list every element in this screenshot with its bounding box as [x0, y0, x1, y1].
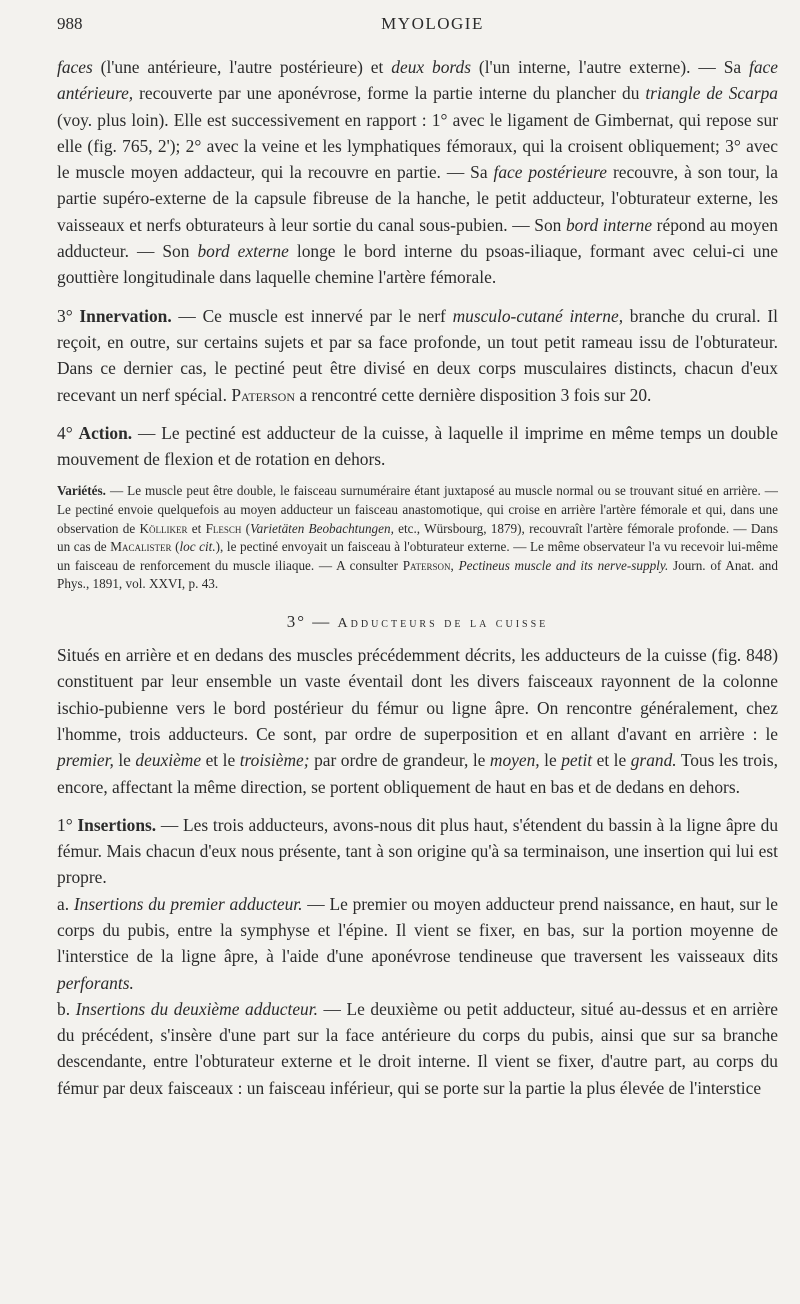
text-italic: musculo-cutané interne, — [452, 305, 624, 326]
text: ( — [241, 520, 251, 536]
text: branche du crural. Il reçoit, en outre, sur certains sujets et par sa face profonde, un tout petit rameau issu de l'obturateur. Dans ce dernier cas, le pectiné peut être divisé en deux corps musculaires distincts, chacun d'eux recevant un nerf spécial. — [57, 305, 778, 405]
text-italic: moyen, — [489, 750, 540, 771]
text: le — [539, 750, 562, 771]
author-name: Paterson — [231, 384, 295, 405]
text-italic: Insertions du deuxième adducteur. — [75, 998, 318, 1019]
paragraph-situes — [57, 642, 778, 800]
text: Situés en arrière et en dedans des muscles précédemment décrits, les adducteurs de la cuisse (fig. 848) constituent par leur ensemble un vaste éventail dont les divers faisceaux rayonnent de la colonne ischio-pubienne vers le bord postérieur du fémur ou ligne âpre. On rencontre généralement, chez l'homme, trois adducteurs. Ce sont, par ordre de superposition et en allant d'avant en arrière : le — [57, 645, 778, 744]
text-italic: faces — [57, 57, 93, 77]
text: le — [113, 750, 136, 771]
text: b. — [57, 998, 76, 1019]
author-name: Macalister — [110, 539, 172, 555]
text: — Ce muscle est innervé par le nerf — [171, 305, 453, 326]
paragraph-insertions — [57, 812, 778, 891]
text: et — [187, 520, 206, 536]
section-number: 3° — — [286, 612, 338, 632]
text: et le — [201, 750, 240, 771]
page-number: 988 — [57, 14, 83, 33]
text-italic: perforants. — [57, 972, 134, 993]
text: ), le pectiné envoyait un faisceau à l'obturateur externe. — Le même observateur l'a vu recevoir lui-même un faisceau de renforcement du muscle iliaque. — A consulter — [57, 539, 778, 573]
text: recouverte par une aponévrose, forme la partie interne du plancher du — [133, 83, 646, 104]
text: — Le premier ou moyen adducteur prend naissance, en haut, sur le corps du pubis, entre la symphyse et l'épine. Il vient se fixer, en bas, sur la portion moyenne de l'interstice de la ligne âpre, à l'aide d'une aponévrose tendineuse que traversent les vaisseaux dits — [57, 893, 779, 967]
page-header — [57, 0, 778, 38]
text: ( — [171, 539, 180, 555]
text: (l'un interne, l'autre externe). — Sa — [471, 57, 750, 77]
paragraph-faces-bords — [57, 54, 778, 291]
text-italic: premier, — [57, 750, 114, 771]
text: Journ. of Anat. and Phys., 1891, vol. XXVI, p. 43. — [57, 557, 778, 592]
text: — Le muscle peut être double, le faisceau surnuméraire étant juxtaposé au muscle normal ou se trouvant situé en arrière. — Le pectiné envoie quelquefois au moyen adducteur un faisceau anastomotique, qui croise en arrière l'artère fémorale et qui, dans une observation de — [57, 483, 778, 536]
subheading: Insertions. — [77, 814, 157, 835]
section-title — [57, 612, 778, 632]
text: (l'une antérieure, l'autre postérieure) et — [92, 57, 392, 77]
text-italic: bord externe — [197, 241, 289, 262]
text-italic: bord interne — [565, 214, 653, 235]
text: répond au moyen adducteur. — Son — [57, 214, 778, 262]
text: a. — [57, 893, 74, 914]
paragraph-premier-adducteur — [57, 891, 778, 996]
text: — Le pectiné est adducteur de la cuisse, à laquelle il imprime en même temps un double mouvement de flexion et de rotation en dehors. — [57, 422, 778, 470]
author-name: Flesch — [205, 520, 242, 536]
text: etc., Würsbourg, 1879), recouvraît l'artère fémorale profonde. — Dans un cas de — [57, 520, 778, 555]
text: — Le deuxième ou petit adducteur, situé au-dessus et en arrière du précédent, s'insère d'une part sur la face antérieure du corps du pubis, ainsi que sur sa branche descendante, entre l'obturateur externe et le droit interne. Il vient se fixer, d'autre part, au corps du fémur par deux faisceaux : un faisceau inférieur, qui se porte sur la partie la plus élevée de l'interstice — [57, 998, 778, 1098]
text-italic: deuxième — [135, 750, 202, 771]
text: (voy. plus loin). Elle est successivement en rapport : 1° avec le ligament de Gimbernat, qui repose sur elle (fig. 765, 2'); 2° avec la veine et les lymphatiques fémoraux, qui la croisent obliquement; 3° avec le muscle moyen addacteur, qui la recouvre en partie. — Sa — [57, 109, 778, 183]
paragraph-varietes — [57, 482, 778, 594]
author-name: Kölliker — [139, 520, 188, 536]
subheading: Innervation. — [79, 305, 172, 326]
section-number: 4° — [57, 422, 79, 443]
running-title: MYOLOGIE — [381, 14, 484, 33]
paragraph-action — [57, 420, 778, 473]
text: a rencontré cette dernière disposition 3 fois sur 20. — [295, 384, 652, 405]
text-italic: triangle de Scarpa — [645, 83, 778, 104]
text: Tous les trois, encore, affectant la même direction, se portent obliquement de haut en bas et de dedans en dehors. — [57, 750, 778, 797]
text-italic: troisième; — [239, 750, 310, 771]
page-body — [57, 54, 778, 1101]
text-italic: Insertions du premier adducteur. — [73, 893, 303, 914]
text-italic: deux bords — [391, 57, 472, 77]
text-italic: Varietäten Beobachtungen, — [250, 520, 394, 536]
text-italic: grand. — [630, 750, 677, 771]
paragraph-deuxieme-adducteur — [57, 996, 778, 1101]
section-heading: Adducteurs de la cuisse — [337, 616, 549, 632]
author-name: Paterson, — [402, 557, 454, 573]
text: recouvre, à son tour, la partie supéro-externe de la capsule fibreuse de la hanche, le petit adducteur, l'obturateur externe, les vaisseaux et nerfs obturateurs à leur sortie du canal sous-pubien. — Son — [57, 162, 778, 235]
subheading: Action. — [78, 422, 133, 443]
section-number: 1° — [57, 814, 78, 835]
text: par ordre de grandeur, le — [309, 750, 490, 771]
text-italic: face antérieure, — [57, 57, 778, 104]
subheading: Variétés. — [57, 483, 106, 499]
section-number: 3° — [57, 305, 80, 326]
text: — Les trois adducteurs, avons-nous dit plus haut, s'étendent du bassin à la ligne âpre du fémur. Mais chacun d'eux nous présente, tant à son origine qu'à sa terminaison, une insertion qui lui est propre. — [57, 814, 779, 888]
text-italic: Pectineus muscle and its nerve-supply. — [458, 557, 669, 573]
paragraph-innervation — [57, 303, 778, 408]
text-italic: loc cit. — [179, 539, 216, 555]
text-italic: petit — [561, 750, 593, 771]
text: longe le bord interne du psoas-iliaque, formant avec celui-ci une gouttière longitudinale dans laquelle chemine l'artère fémorale. — [57, 241, 778, 288]
text: et le — [592, 750, 631, 771]
text-italic: face postérieure — [493, 162, 607, 183]
